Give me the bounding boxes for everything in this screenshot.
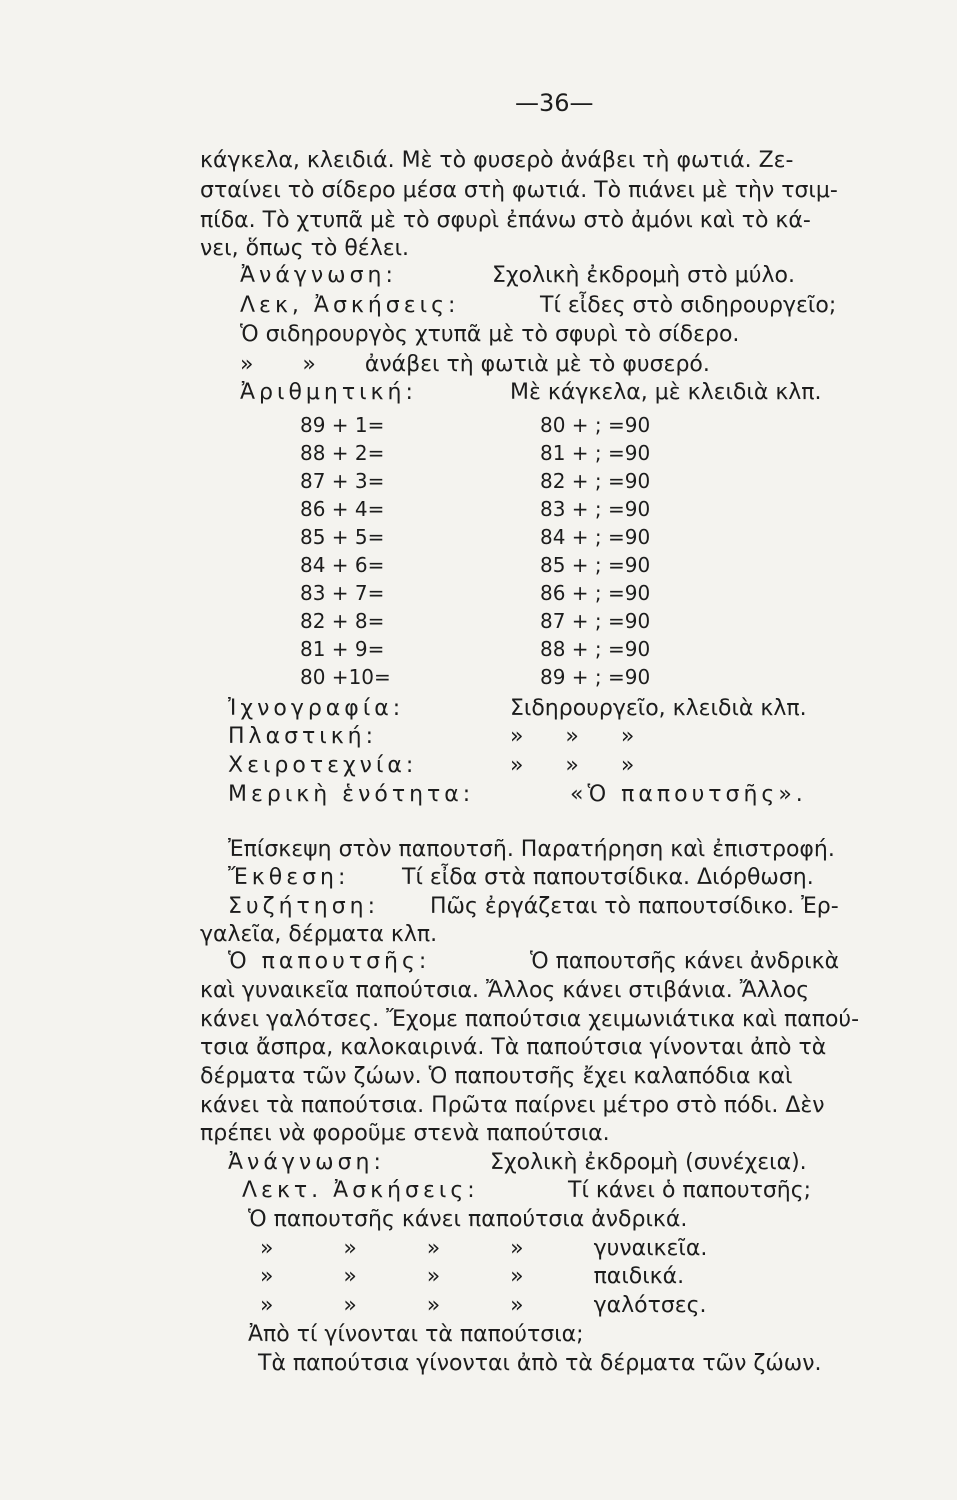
section-label: Συζήτηση:	[228, 894, 380, 919]
equation: 81 + ; =90	[540, 441, 651, 465]
equation: 86 + ; =90	[540, 581, 651, 605]
equation: 86 + 4=	[300, 497, 385, 521]
exercise-line: » » » » γυναικεῖα.	[260, 1236, 708, 1261]
section-text: Σχολικὴ ἐκδρομὴ (συνέχεια).	[490, 1150, 807, 1175]
section-label: Ἰχνογραφία:	[228, 696, 405, 721]
text-line: νει, ὅπως τὸ θέλει.	[200, 236, 410, 261]
text-line: καὶ γυναικεῖα παπούτσια. Ἄλλος κάνει στιβάνια. Ἄλλος	[200, 978, 810, 1003]
section-label: Ἀριθμητική:	[240, 380, 417, 405]
text-line: πίδα. Τὸ χτυπᾶ μὲ τὸ σφυρὶ ἐπάνω στὸ ἀμόνι καὶ τὸ κά-	[200, 208, 811, 233]
section-label: Λεκ, Ἀσκήσεις:	[240, 293, 460, 318]
equation: 89 + ; =90	[540, 665, 651, 689]
section-text: Τί κάνει ὁ παπουτσῆς;	[568, 1178, 812, 1203]
text-line: κάνει γαλότσες. Ἔχομε παπούτσια χειμωνιάτικα καὶ παπού-	[200, 1007, 860, 1032]
exercise-line: » » ἀνάβει τὴ φωτιὰ μὲ τὸ φυσερό.	[240, 352, 710, 377]
text-line: κάγκελα, κλειδιά. Μὲ τὸ φυσερὸ ἀνάβει τὴ φωτιά. Ζε-	[200, 148, 794, 173]
equation: 80 +10=	[300, 665, 391, 689]
exercise-line: Ὁ σιδηρουργὸς χτυπᾶ μὲ τὸ σφυρὶ τὸ σίδερο.	[240, 322, 740, 347]
page-number: —36—	[515, 89, 594, 117]
text-line: γαλεῖα, δέρματα κλπ.	[200, 922, 438, 947]
section-label: Χειροτεχνία:	[228, 753, 418, 778]
text-line: τσια ἄσπρα, καλοκαιρινά. Τὰ παπούτσια γίνονται ἀπὸ τὰ	[200, 1035, 827, 1060]
equation: 85 + 5=	[300, 525, 385, 549]
section-text: Τί εἶδα στὰ παπουτσίδικα. Διόρθωση.	[402, 865, 814, 890]
equation: 84 + 6=	[300, 553, 385, 577]
equation: 83 + ; =90	[540, 497, 651, 521]
equation: 83 + 7=	[300, 581, 385, 605]
exercise-line: Ὁ παπουτσῆς κάνει παπούτσια ἀνδρικά.	[248, 1207, 688, 1232]
text-line: Ἐπίσκεψη στὸν παπουτσῆ. Παρατήρηση καὶ ἐπιστροφή.	[228, 837, 835, 862]
text-line: σταίνει τὸ σίδερο μέσα στὴ φωτιά. Τὸ πιάνει μὲ τὴν τσιμ-	[200, 178, 838, 203]
equation: 88 + ; =90	[540, 637, 651, 661]
section-text: Σιδηρουργεῖο, κλειδιὰ κλπ.	[510, 696, 807, 721]
section-label: Ἀνάγνωση:	[228, 1150, 385, 1175]
equation: 82 + ; =90	[540, 469, 651, 493]
equation: 85 + ; =90	[540, 553, 651, 577]
section-text: » » »	[510, 724, 635, 749]
equation: 81 + 9=	[300, 637, 385, 661]
equation: 82 + 8=	[300, 609, 385, 633]
equation: 89 + 1=	[300, 413, 385, 437]
section-label: Ἀνάγνωση:	[240, 263, 397, 288]
section-label: Πλαστική:	[228, 724, 378, 749]
exercise-line: Τὰ παπούτσια γίνονται ἀπὸ τὰ δέρματα τῶν ζώων.	[258, 1351, 822, 1376]
exercise-line: Ἀπὸ τί γίνονται τὰ παπούτσια;	[248, 1322, 584, 1347]
section-label: Ὁ παπουτσῆς:	[228, 949, 431, 974]
section-text: Μὲ κάγκελα, μὲ κλειδιὰ κλπ.	[510, 380, 822, 405]
section-text: » » »	[510, 753, 635, 778]
section-text: Τί εἶδες στὸ σιδηρουργεῖο;	[540, 293, 837, 318]
section-label: Ἔκθεση:	[228, 865, 350, 890]
equation: 87 + 3=	[300, 469, 385, 493]
section-text: Σχολικὴ ἐκδρομὴ στὸ μύλο.	[492, 263, 795, 288]
section-label: Λεκτ. Ἀσκήσεις:	[242, 1178, 479, 1203]
exercise-line: » » » » παιδικά.	[260, 1264, 685, 1289]
text-line: δέρματα τῶν ζώων. Ὁ παπουτσῆς ἔχει καλαπόδια καὶ	[200, 1064, 793, 1089]
exercise-line: » » » » γαλότσες.	[260, 1293, 707, 1318]
text-line: πρέπει νὰ φοροῦμε στενὰ παπούτσια.	[200, 1121, 610, 1146]
section-label: Μερικὴ ἑνότητα:	[228, 782, 475, 807]
equation: 88 + 2=	[300, 441, 385, 465]
equation: 80 + ; =90	[540, 413, 651, 437]
text-line: κάνει τὰ παπούτσια. Πρῶτα παίρνει μέτρο στὸ πόδι. Δὲν	[200, 1093, 825, 1118]
section-text: Πῶς ἐργάζεται τὸ παπουτσίδικο. Ἐρ-	[430, 894, 839, 919]
text-line: Ὁ παπουτσῆς κάνει ἀνδρικὰ	[530, 949, 840, 974]
section-text: «Ὁ παπουτσῆς».	[570, 782, 807, 807]
equation: 84 + ; =90	[540, 525, 651, 549]
equation: 87 + ; =90	[540, 609, 651, 633]
